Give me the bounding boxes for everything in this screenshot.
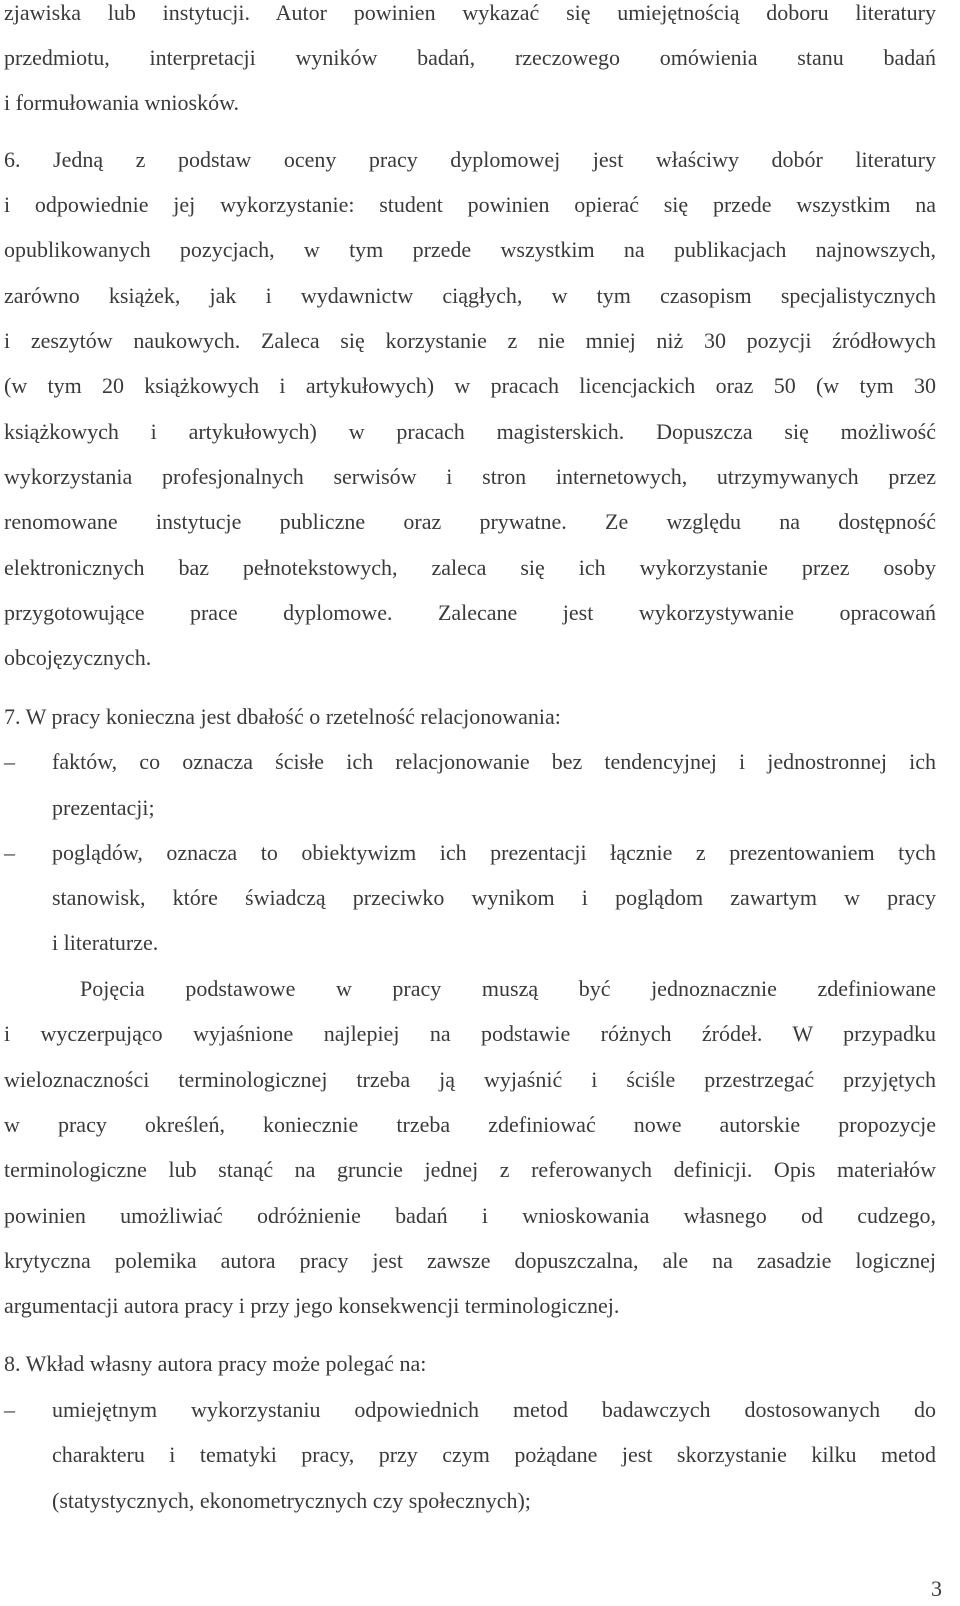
- text-line: w pracy określeń, koniecznie trzeba zdefiniować nowe autorskie propozycje: [4, 1112, 936, 1137]
- text-line: terminologiczne lub stanąć na gruncie jednej z referowanych definicji. Opis materiałów: [4, 1157, 936, 1182]
- text-line: 7. W pracy konieczna jest dbałość o rzetelność relacjonowania:: [4, 704, 561, 729]
- text-line: przedmiotu, interpretacji wyników badań, rzeczowego omówienia stanu badań: [4, 45, 936, 70]
- text-line: renomowane instytucje publiczne oraz prywatne. Ze względu na dostępność: [4, 509, 936, 534]
- text-line: argumentacji autora pracy i przy jego konsekwencji terminologicznej.: [4, 1293, 620, 1318]
- text-line: książkowych i artykułowych) w pracach magisterskich. Dopuszcza się możliwość: [4, 419, 936, 444]
- text-line: wieloznaczności terminologicznej trzeba ją wyjaśnić i ściśle przestrzegać przyjętych: [4, 1067, 936, 1092]
- dash-bullet: –: [4, 749, 15, 774]
- text-line: powinien umożliwiać odróżnienie badań i wnioskowania własnego od cudzego,: [4, 1203, 936, 1228]
- text-line: przygotowujące prace dyplomowe. Zalecane jest wykorzystywanie opracowań: [4, 600, 936, 625]
- text-line: (statystycznych, ekonometrycznych czy społecznych);: [52, 1488, 531, 1513]
- text-line: faktów, co oznacza ścisłe ich relacjonowanie bez tendencyjnej i jednostronnej ich: [52, 749, 936, 774]
- text-line: stanowisk, które świadczą przeciwko wynikom i poglądom zawartym w pracy: [52, 885, 936, 910]
- dash-bullet: –: [4, 1397, 15, 1422]
- text-line: elektronicznych baz pełnotekstowych, zaleca się ich wykorzystanie przez osoby: [4, 555, 936, 580]
- text-line: i formułowania wniosków.: [4, 90, 240, 115]
- text-line: zjawiska lub instytucji. Autor powinien wykazać się umiejętnością doboru literatury: [4, 0, 936, 25]
- text-line: i wyczerpująco wyjaśnione najlepiej na podstawie różnych źródeł. W przypadku: [4, 1021, 936, 1046]
- list-item: [4, 840, 52, 866]
- page-number: 3: [931, 1576, 942, 1601]
- text-line: i zeszytów naukowych. Zaleca się korzystanie z nie mniej niż 30 pozycji źródłowych: [4, 328, 936, 353]
- list-item: [4, 749, 52, 775]
- text-line: prezentacji;: [52, 795, 155, 820]
- text-line: i odpowiednie jej wykorzystanie: student powinien opierać się przede wszystkim na: [4, 192, 936, 217]
- text-line: krytyczna polemika autora pracy jest zawsze dopuszczalna, ale na zasadzie logicznej: [4, 1248, 936, 1273]
- text-line: i literaturze.: [52, 930, 159, 955]
- text-line: opublikowanych pozycjach, w tym przede wszystkim na publikacjach najnowszych,: [4, 237, 936, 262]
- text-line: 6. Jedną z podstaw oceny pracy dyplomowej jest właściwy dobór literatury: [4, 147, 936, 172]
- text-line: obcojęzycznych.: [4, 645, 152, 670]
- list-item: [4, 1397, 52, 1423]
- dash-bullet: –: [4, 840, 15, 865]
- text-line: (w tym 20 książkowych i artykułowych) w pracach licencjackich oraz 50 (w tym 30: [4, 373, 936, 398]
- text-line: poglądów, oznacza to obiektywizm ich prezentacji łącznie z prezentowaniem tych: [52, 840, 936, 865]
- text-line: zarówno książek, jak i wydawnictw ciągłych, w tym czasopism specjalistycznych: [4, 283, 936, 308]
- text-line: umiejętnym wykorzystaniu odpowiednich metod badawczych dostosowanych do: [52, 1397, 936, 1422]
- text-line: charakteru i tematyki pracy, przy czym pożądane jest skorzystanie kilku metod: [52, 1442, 936, 1467]
- text-line: wykorzystania profesjonalnych serwisów i stron internetowych, utrzymywanych przez: [4, 464, 936, 489]
- text-line: Pojęcia podstawowe w pracy muszą być jednoznacznie zdefiniowane: [80, 976, 936, 1001]
- text-line: 8. Wkład własny autora pracy może polegać na:: [4, 1351, 427, 1376]
